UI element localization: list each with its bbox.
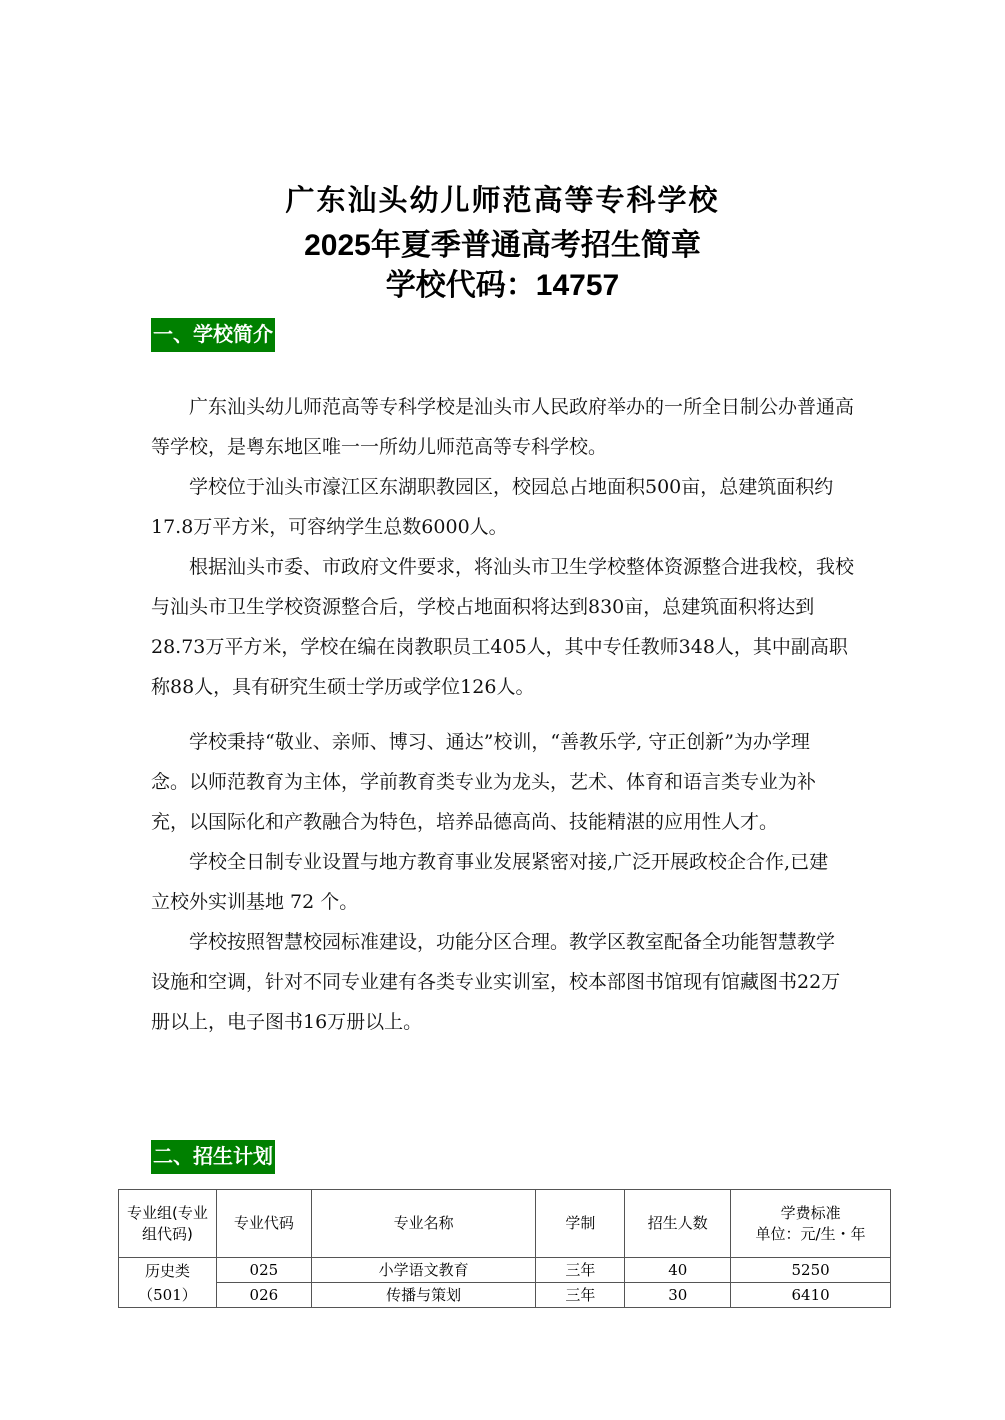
intro-paragraph: 学校位于汕头市濠江区东湖职教园区，校园总占地面积500亩，总建筑面积约17.8万平方米，可容纳学生总数6000人。 bbox=[151, 476, 834, 538]
school-name-title: 广东汕头幼儿师范高等专科学校 bbox=[285, 183, 720, 217]
section-heading-intro: 一、学校简介 bbox=[151, 318, 275, 352]
intro-paragraph: 广东汕头幼儿师范高等专科学校是汕头市人民政府举办的一所全日制公办普通高等学校，是粤东地区唯一一所幼儿师范高等专科学校。 bbox=[151, 396, 855, 458]
header-quota: 招生人数 bbox=[625, 1190, 731, 1258]
table-row bbox=[119, 1283, 891, 1308]
intro-paragraph: 学校按照智慧校园标准建设，功能分区合理。教学区教室配备全功能智慧教学设施和空调，针对不同专业建有各类专业实训室，校本部图书馆现有馆藏图书22万册以上，电子图书16万册以上。 bbox=[151, 931, 841, 1033]
header-name: 专业名称 bbox=[311, 1190, 536, 1258]
header-group: 专业组(专业组代码) bbox=[119, 1190, 217, 1258]
cell-fee: 6410 bbox=[731, 1283, 891, 1308]
school-code: 学校代码：14757 bbox=[385, 269, 620, 302]
header-code: 专业代码 bbox=[216, 1190, 311, 1258]
cell-code: 026 bbox=[216, 1283, 311, 1308]
cell-fee: 5250 bbox=[731, 1258, 891, 1283]
cell-code: 025 bbox=[216, 1258, 311, 1283]
group-cell: 历史类 （501） bbox=[119, 1258, 217, 1308]
table-row bbox=[119, 1258, 891, 1283]
intro-block-2 bbox=[151, 722, 843, 1042]
section-heading-plan: 二、招生计划 bbox=[151, 1140, 275, 1174]
cell-duration: 三年 bbox=[536, 1283, 625, 1308]
brochure-subtitle: 2025年夏季普通高考招生简章 bbox=[304, 229, 701, 262]
cell-name: 传播与策划 bbox=[311, 1283, 536, 1308]
intro-paragraph: 根据汕头市委、市政府文件要求，将汕头市卫生学校整体资源整合进我校，我校与汕头市卫生学校资源整合后，学校占地面积将达到830亩，总建筑面积将达到28.73万平方米，学校在编在岗教职员工405人，其中专任教师348人，其中副高职称88人，具有研究生硕士学历或学位126人。 bbox=[151, 556, 855, 698]
cell-quota: 40 bbox=[625, 1258, 731, 1283]
intro-block-1 bbox=[151, 387, 863, 707]
enrollment-plan-table bbox=[118, 1189, 891, 1308]
intro-paragraph: 学校全日制专业设置与地方教育事业发展紧密对接,广泛开展政校企合作,已建立校外实训基地 72 个。 bbox=[151, 851, 829, 913]
intro-paragraph: 学校秉持“敬业、亲师、博习、通达”校训，“善教乐学, 守正创新”为办学理念。以师范教育为主体，学前教育类专业为龙头，艺术、体育和语言类专业为补充，以国际化和产教融合为特色，培养品德高尚、技能精湛的应用性人才。 bbox=[151, 731, 817, 833]
cell-name: 小学语文教育 bbox=[311, 1258, 536, 1283]
header-duration: 学制 bbox=[536, 1190, 625, 1258]
table-header-row bbox=[119, 1190, 891, 1258]
header-fee: 学费标准 单位：元/生・年 bbox=[731, 1190, 891, 1258]
cell-duration: 三年 bbox=[536, 1258, 625, 1283]
cell-quota: 30 bbox=[625, 1283, 731, 1308]
